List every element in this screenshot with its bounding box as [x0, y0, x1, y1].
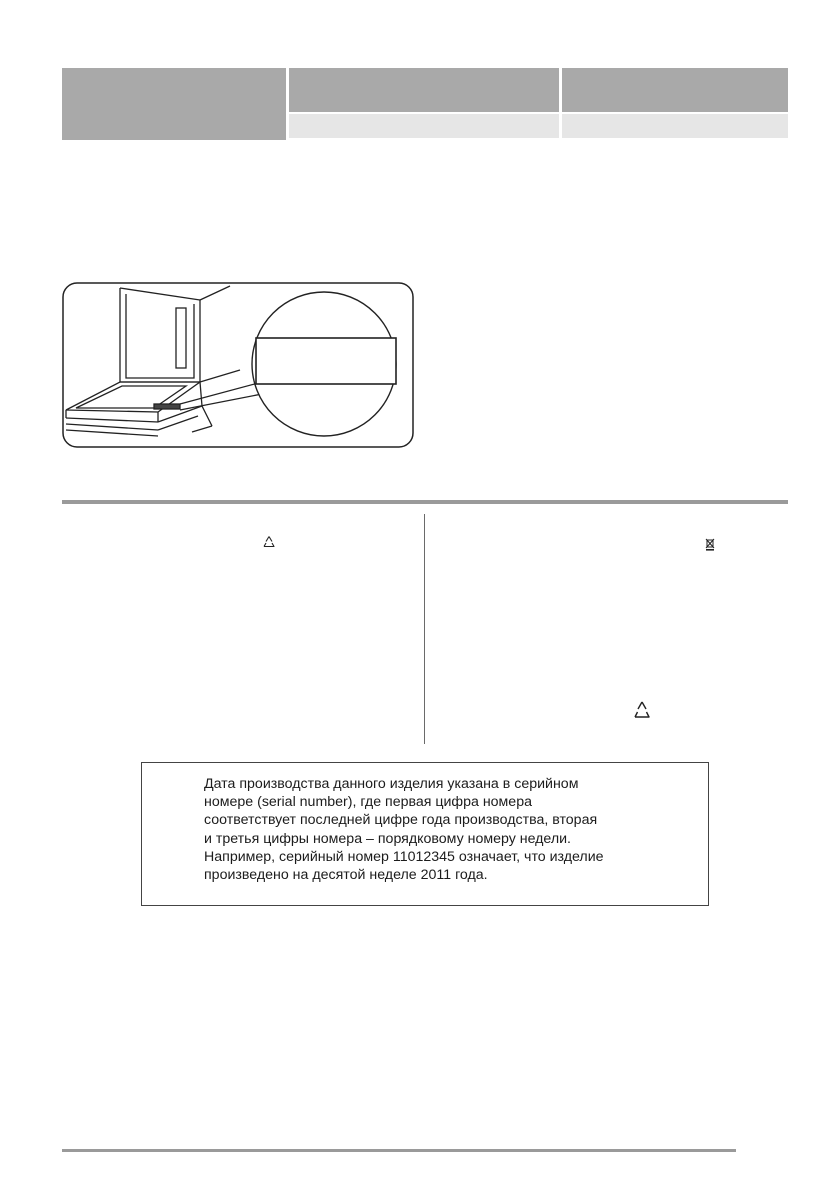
section-divider: [62, 500, 788, 504]
production-date-notice: [141, 762, 709, 906]
header-cell-right: [562, 68, 788, 112]
header-subcell-middle: [289, 114, 559, 138]
footer-rule: [62, 1149, 736, 1152]
notice-line: Например, серийный номер 11012345 означает, что изделие: [204, 848, 604, 865]
notice-line: номере (serial number), где первая цифра номера: [204, 794, 532, 811]
column-separator: [424, 514, 425, 744]
recycle-icon: [632, 700, 652, 725]
header-subcell-right: [562, 114, 788, 138]
header-table: [62, 68, 788, 140]
notice-text: [204, 775, 674, 884]
recycle-icon: [262, 535, 276, 554]
crossed-bin-icon: [705, 537, 715, 556]
notice-line: и третья цифры номера – порядковому номеру недели.: [204, 830, 571, 847]
notice-line: произведено на десятой неделе 2011 года.: [204, 867, 488, 884]
notice-line: Дата производства данного изделия указана в серийном: [204, 776, 579, 792]
notice-line: соответствует последней цифре года производства, вторая: [204, 812, 598, 829]
rating-plate-illustration: [62, 282, 414, 448]
header-cell-title: [62, 68, 286, 140]
header-cell-middle: [289, 68, 559, 112]
